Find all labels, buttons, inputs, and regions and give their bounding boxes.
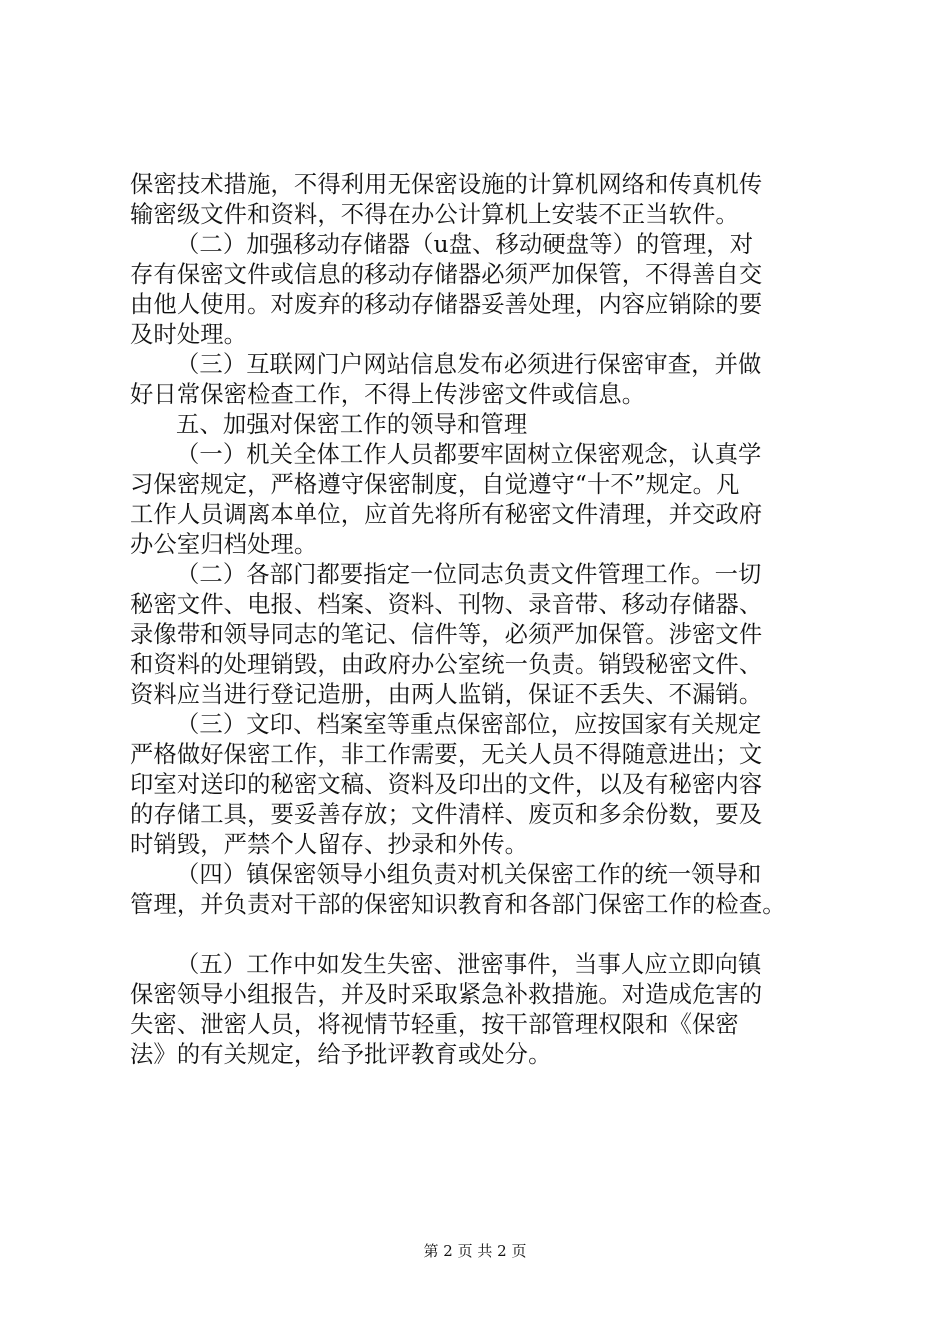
- text-line: 由他人使用。对废弃的移动存储器妥善处理，内容应销除的要: [130, 291, 763, 318]
- text-line: （二）各部门都要指定一位同志负责文件管理工作。一切: [176, 561, 762, 588]
- text-line: 录像带和领导同志的笔记、信件等，必须严加保管。涉密文件: [130, 621, 763, 648]
- text-line: 存有保密文件或信息的移动存储器必须严加保管，不得善自交: [130, 261, 763, 288]
- text-line: 办公室归档处理。: [130, 531, 318, 558]
- text-line: （二）加强移动存储器（u盘、移动硬盘等）的管理，对: [176, 231, 754, 258]
- text-line: 和资料的处理销毁，由政府办公室统一负责。销毁秘密文件、: [130, 651, 763, 678]
- text-line: 工作人员调离本单位，应首先将所有秘密文件清理，并交政府: [130, 501, 763, 528]
- text-line: （四）镇保密领导小组负责对机关保密工作的统一领导和: [176, 861, 762, 888]
- page-number-footer: 第 2 页 共 2 页: [423, 1242, 527, 1260]
- text-line: 输密级文件和资料，不得在办公计算机上安装不正当软件。: [130, 201, 739, 228]
- text-line: 秘密文件、电报、档案、资料、刊物、录音带、移动存储器、: [130, 591, 763, 618]
- text-line: 时销毁，严禁个人留存、抄录和外传。: [130, 831, 529, 858]
- text-line: 的存储工具，要妥善存放；文件清样、废页和多余份数，要及: [130, 801, 763, 828]
- text-line: 法》的有关规定，给予批评教育或处分。: [130, 1041, 552, 1068]
- text-line: 保密技术措施，不得利用无保密设施的计算机网络和传真机传: [130, 171, 763, 198]
- text-line: （三）互联网门户网站信息发布必须进行保密审查，并做: [176, 351, 762, 378]
- text-line: （三）文印、档案室等重点保密部位，应按国家有关规定: [176, 711, 762, 738]
- text-line: 失密、泄密人员，将视情节轻重，按干部管理权限和《保密: [130, 1011, 739, 1038]
- text-line: 好日常保密检查工作，不得上传涉密文件或信息。: [130, 381, 646, 408]
- text-line: 资料应当进行登记造册，由两人监销，保证不丢失、不漏销。: [130, 681, 763, 708]
- text-line: 管理，并负责对干部的保密知识教育和各部门保密工作的检查。: [130, 891, 786, 918]
- text-line: 严格做好保密工作，非工作需要，无关人员不得随意进出；文: [130, 741, 763, 768]
- text-line: （五）工作中如发生失密、泄密事件，当事人应立即向镇: [176, 951, 762, 978]
- section-heading: 五、加强对保密工作的领导和管理: [176, 411, 528, 438]
- text-line: 保密领导小组报告，并及时采取紧急补救措施。对造成危害的: [130, 981, 763, 1008]
- text-line: 习保密规定，严格遵守保密制度，自觉遵守“十不”规定。凡: [130, 471, 740, 498]
- text-line: 印室对送印的秘密文稿、资料及印出的文件，以及有秘密内容: [130, 771, 763, 798]
- paragraph-spacer: [130, 920, 850, 950]
- document-body: [130, 170, 850, 1070]
- text-line: （一）机关全体工作人员都要牢固树立保密观念，认真学: [176, 441, 762, 468]
- text-line: 及时处理。: [130, 321, 248, 348]
